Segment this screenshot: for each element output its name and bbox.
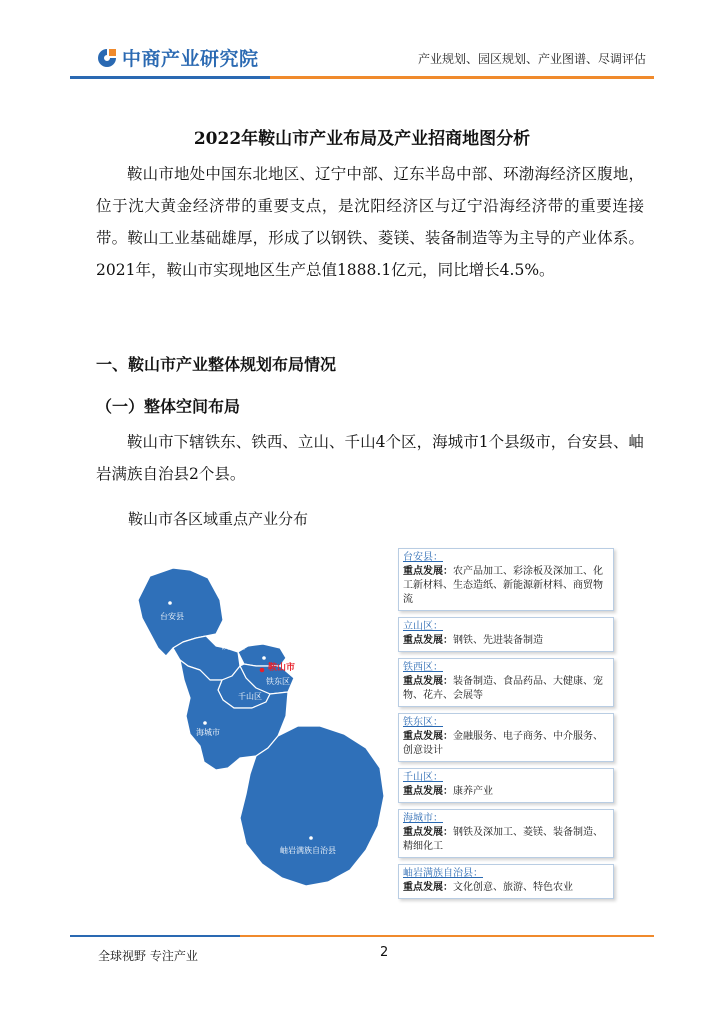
subsection-heading: （一）整体空间布局 xyxy=(96,397,241,416)
map-label-anshan-city: 鞍山市 xyxy=(268,663,296,673)
region-industries: 钢铁及深加工、菱镁、装备制造、精细化工 xyxy=(403,827,603,852)
region-name: 铁东区： xyxy=(403,717,443,728)
region-industries: 文化创意、旅游、特色农业 xyxy=(453,882,573,893)
logo-icon xyxy=(96,47,118,69)
key-label: 重点发展： xyxy=(403,635,453,646)
districts-paragraph: 鞍山市下辖铁东、铁西、立山、千山4个区，海城市1个县级市，台安县、岫岩满族自治县2个县。 xyxy=(96,433,644,483)
header-tagline: 产业规划、园区规划、产业图谱、尽调评估 xyxy=(417,52,646,66)
region-name: 立山区： xyxy=(403,621,443,632)
region-box-tiexi xyxy=(398,658,614,707)
region-name: 千山区： xyxy=(403,772,443,783)
key-label: 重点发展： xyxy=(403,827,453,838)
company-logo xyxy=(96,44,259,71)
region-box-qianshan xyxy=(398,768,614,803)
header-divider-orange xyxy=(270,76,654,79)
map-caption: 鞍山市各区域重点产业分布 xyxy=(128,510,309,528)
key-label: 重点发展： xyxy=(403,676,453,687)
region-box-lishan xyxy=(398,617,614,652)
key-label: 重点发展： xyxy=(403,731,453,742)
region-industries: 装备制造、食品药品、大健康、宠物、花卉、会展等 xyxy=(403,676,603,701)
region-box-xiuyan xyxy=(398,864,614,899)
intro-paragraph: 鞍山市地处中国东北地区、辽宁中部、辽东半岛中部、环渤海经济区腹地，位于沈大黄金经济带的重要支点，是沈阳经济区与辽宁沿海经济带的重要连接带。鞍山工业基础雄厚，形成了以钢铁、菱镁、装备制造等为主导的产业体系。2021年，鞍山市实现地区生产总值1888.1亿元，同比增长4.5%。 xyxy=(96,165,644,279)
region-industry-list xyxy=(398,548,614,905)
footer-slogan: 全球视野 专注产业 xyxy=(98,949,198,963)
region-name: 岫岩满族自治县： xyxy=(403,868,483,879)
key-label: 重点发展： xyxy=(403,566,453,577)
region-box-haicheng xyxy=(398,809,614,858)
region-name: 海城市： xyxy=(403,813,443,824)
footer-divider-blue xyxy=(70,935,240,937)
map-label-taian: 台安县 xyxy=(160,612,184,621)
region-industries: 金融服务、电子商务、中介服务、创意设计 xyxy=(403,731,603,756)
map-label-xiuyan: 岫岩满族自治县 xyxy=(280,846,336,855)
region-industries: 康养产业 xyxy=(453,786,493,797)
logo-text: 中商产业研究院 xyxy=(122,48,259,70)
region-name: 铁西区： xyxy=(403,662,443,673)
region-box-taian xyxy=(398,548,614,611)
footer-divider-orange xyxy=(240,935,654,937)
map-label-haicheng: 海城市 xyxy=(196,728,220,737)
section-heading: 一、鞍山市产业整体规划布局情况 xyxy=(96,355,337,374)
region-industries: 农产品加工、彩涂板及深加工、化工新材料、生态造纸、新能源新材料、商贸物流 xyxy=(403,566,603,605)
map-label-qianshan: 千山区 xyxy=(238,692,262,701)
key-label: 重点发展： xyxy=(403,786,453,797)
page-number: 2 xyxy=(380,945,389,960)
document-title: 2022年鞍山市产业布局及产业招商地图分析 xyxy=(193,129,531,149)
map-label-lishan: 立山区 xyxy=(271,637,295,646)
header-divider-blue xyxy=(70,76,270,79)
map-label-tiexi: 铁西区 xyxy=(221,642,245,651)
map-label-tiedong: 铁东区 xyxy=(266,677,290,686)
region-box-tiedong xyxy=(398,713,614,762)
anshan-district-map xyxy=(128,548,390,893)
key-label: 重点发展： xyxy=(403,882,453,893)
region-name: 台安县： xyxy=(403,552,443,563)
region-industries: 钢铁、先进装备制造 xyxy=(453,635,543,646)
